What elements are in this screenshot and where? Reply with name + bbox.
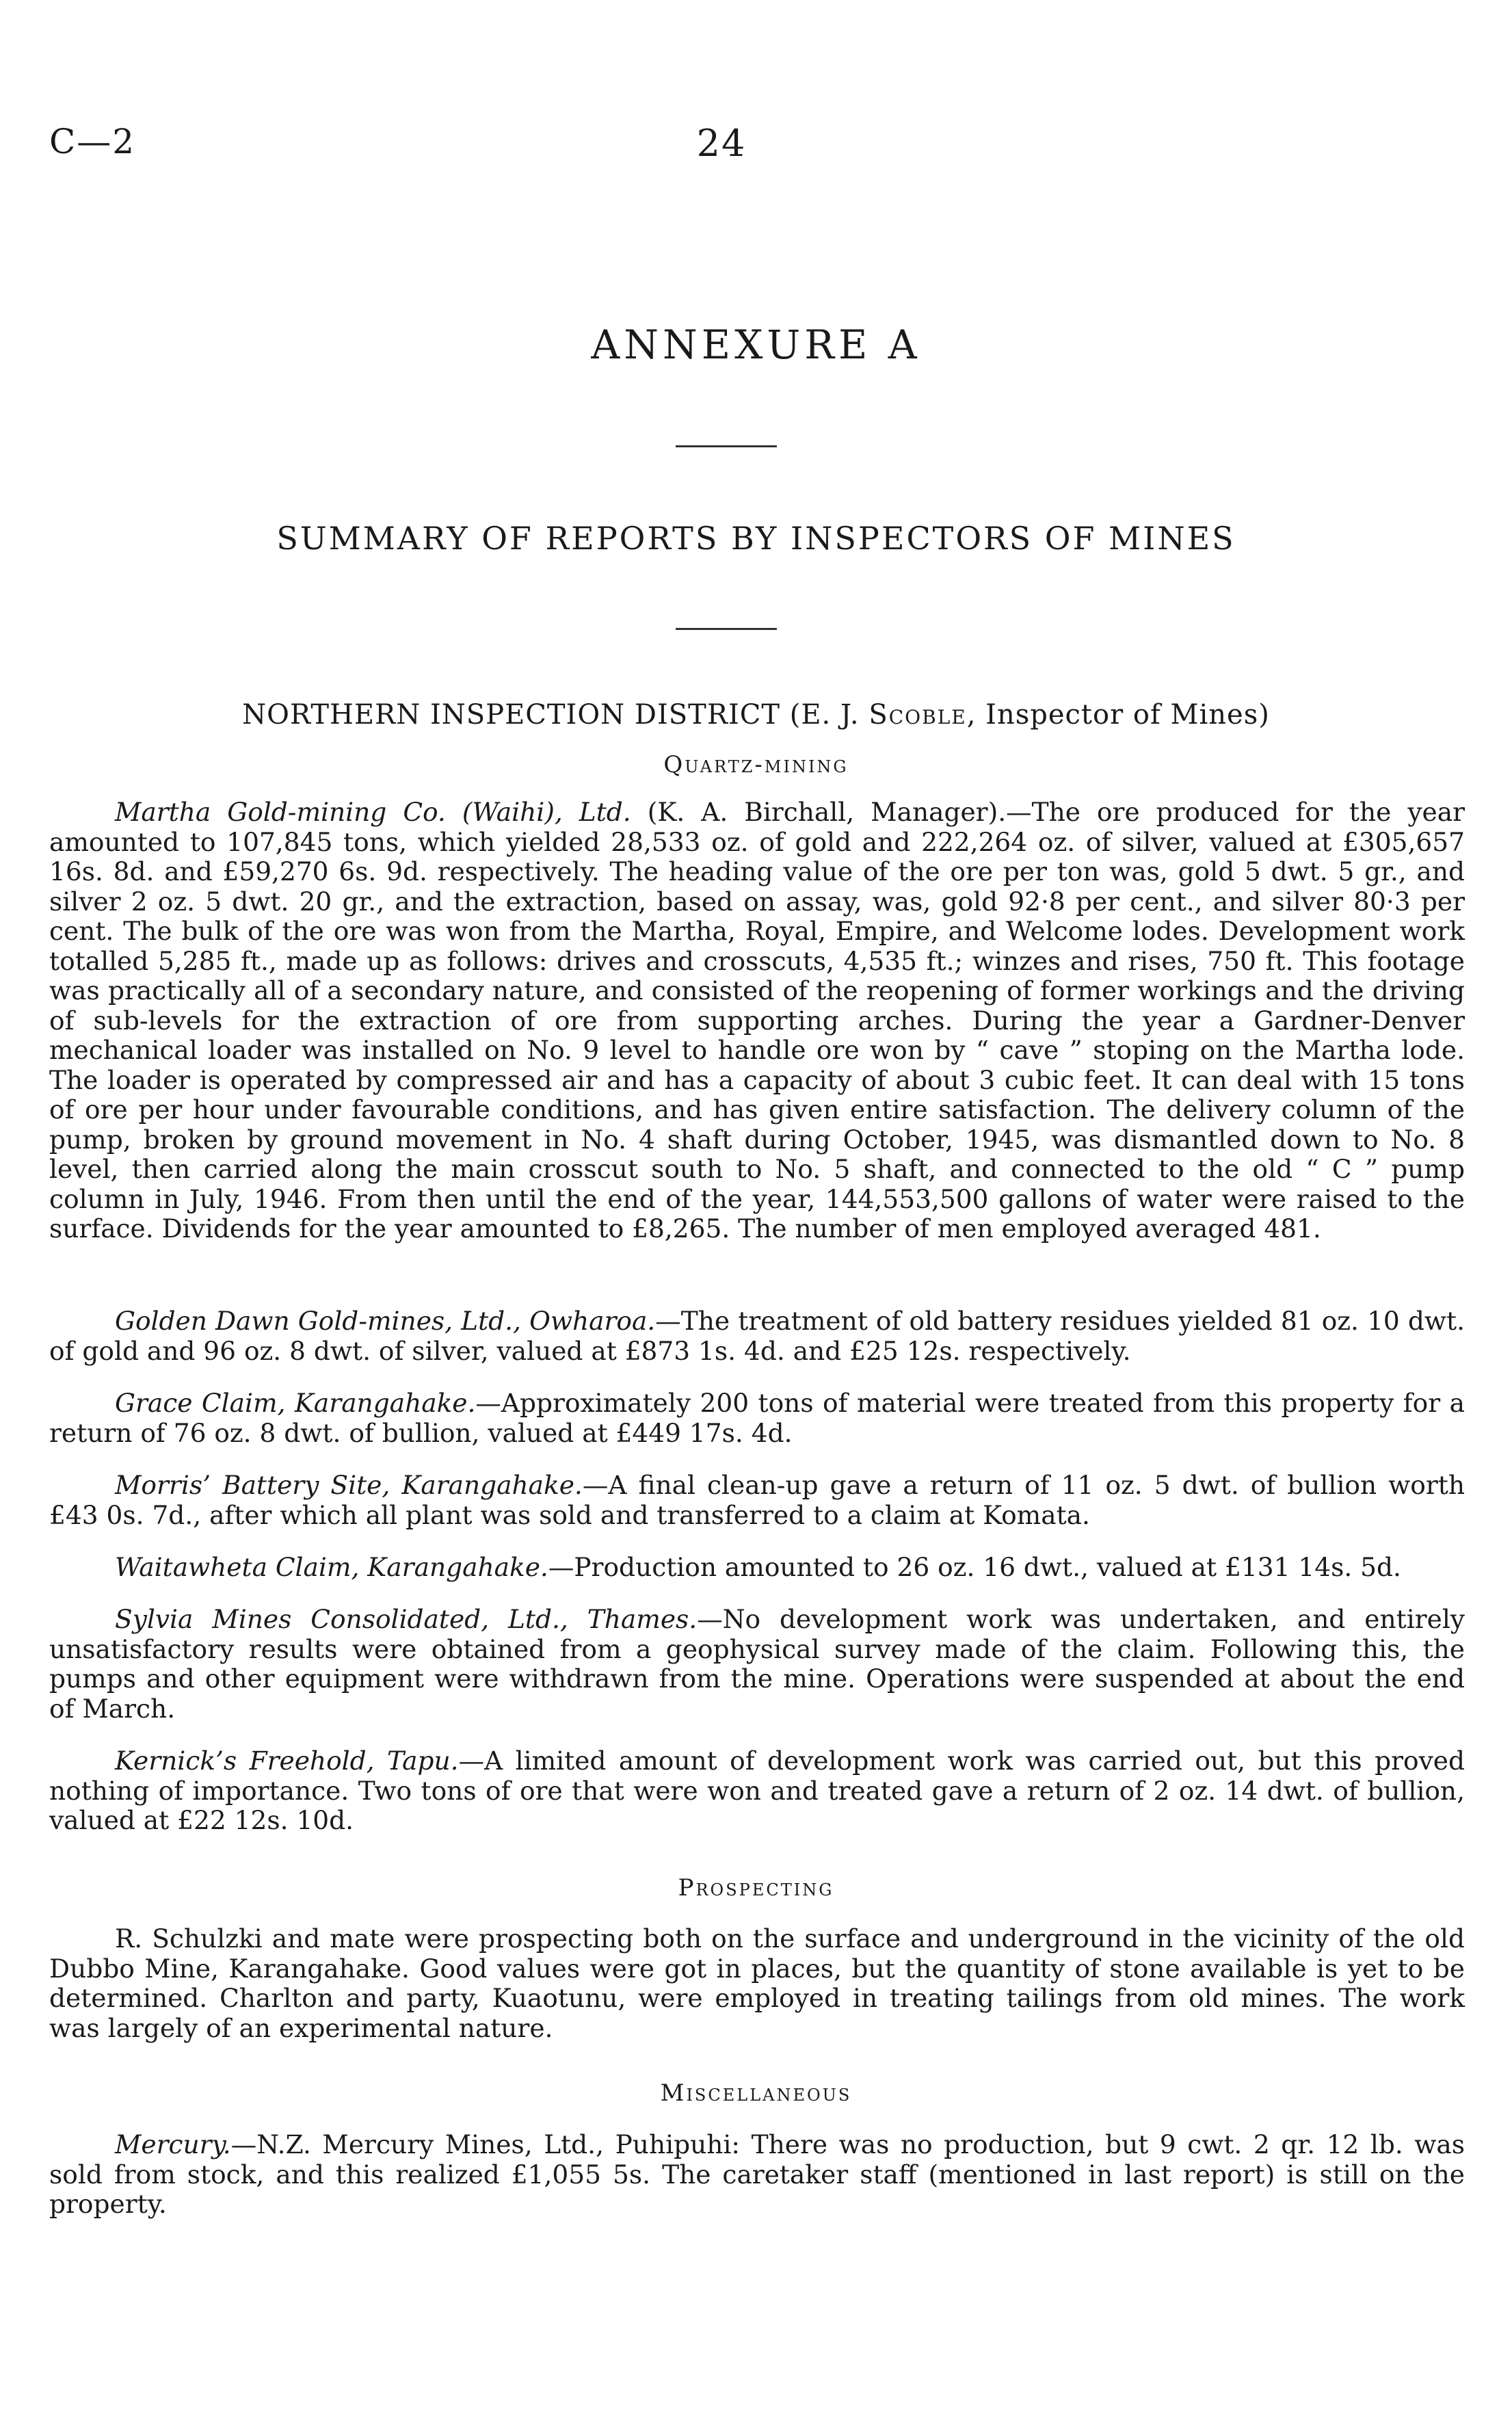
inspector-role: , Inspector of Mines) xyxy=(966,699,1270,731)
paragraph-lead: Kernick’s Freehold, Tapu. xyxy=(115,1746,459,1776)
section-heading-quartz-mining: Quartz-mining xyxy=(663,751,849,778)
district-name: NORTHERN INSPECTION DISTRICT (E. J. xyxy=(242,699,869,731)
divider-rule xyxy=(676,445,777,447)
paragraph-prospecting xyxy=(49,1924,1465,2043)
paragraph-text: (K. A. Birchall, Manager).—The ore produced for the year amounted to 107,845 tons, which yielded 28,533 oz. of gold and 222,264 oz. of silver, valued at £305,657 16s. 8d. and £59,270 6s. 9d. respectively. The heading value of the ore per ton was, gold 5 dwt. 5 gr., and silver 2 oz. 5 dwt. 20 gr., and the extraction, based on assay, was, gold 92·8 per cent., and silver 80·3 per cent. The bulk of the ore was won from the Martha, Royal, Empire, and Welcome lodes. Development work totalled 5,285 ft., made up as follows: drives and crosscuts, 4,535 ft.; winzes and rises, 750 ft. This footage was practically all of a secondary nature, and consisted of the reopening of former workings and the driving of sub-levels for the extraction of ore from supporting arches. During the year a Gardner-Denver mechanical loader was installed on No. 9 level to handle ore won by “ cave ” stoping on the Martha lode. The loader is operated by compressed air and has a capacity of about 3 cubic feet. It can deal with 15 tons of ore per hour under favourable conditions, and has given entire satisfaction. The delivery column of the pump, broken by ground movement in No. 4 shaft during October, 1945, was dismantled down to No. 8 level, then carried along the main crosscut south to No. 5 shaft, and connected to the old “ C ” pump column in July, 1946. From then until the end of the year, 144,553,500 gallons of water were raised to the surface. Dividends for the year amounted to £8,265. The number of men employed averaged 481. xyxy=(49,797,1465,1244)
paragraph-mercury xyxy=(49,2130,1465,2220)
paragraph-morris-battery xyxy=(49,1471,1465,1530)
paragraph-text: —The treatment of old battery residues yielded 81 oz. 10 dwt. of gold and 96 oz. 8 dwt. of silver, valued at £873 1s. 4d. and £25 12s. respectively. xyxy=(49,1306,1465,1366)
paragraph-text: —No development work was undertaken, and entirely unsatisfactory results were obtained from a geophysical survey made of the claim. Following this, the pumps and other equipment were withdrawn from the mine. Operations were suspended at about the end of March. xyxy=(49,1604,1465,1724)
divider-rule xyxy=(676,628,777,630)
page-number: 24 xyxy=(696,122,747,165)
paragraph-martha xyxy=(49,798,1465,1244)
paragraph-text: —Approximately 200 tons of material were treated from this property for a return of 76 oz. 8 dwt. of bullion, valued at £449 17s. 4d. xyxy=(49,1388,1465,1448)
annexure-title: ANNEXURE A xyxy=(591,321,921,368)
paragraph-lead: Waitawheta Claim, Karangahake. xyxy=(115,1552,548,1582)
paragraph-text: —Production amounted to 26 oz. 16 dwt., valued at £131 14s. 5d. xyxy=(548,1552,1401,1582)
paragraph-waitawheta xyxy=(49,1553,1465,1583)
paragraph-text: —A final clean-up gave a return of 11 oz. 5 dwt. of bullion worth £43 0s. 7d., after which all plant was sold and transferred to a claim at Komata. xyxy=(49,1470,1465,1530)
paragraph-kernick xyxy=(49,1746,1465,1836)
paragraph-lead: Martha Gold-mining Co. (Waihi), Ltd. xyxy=(115,797,631,827)
paragraph-grace-claim xyxy=(49,1389,1465,1448)
paragraph-sylvia xyxy=(49,1605,1465,1724)
paragraph-lead: Golden Dawn Gold-mines, Ltd., Owharoa. xyxy=(115,1306,656,1336)
paragraph-lead: Grace Claim, Karangahake. xyxy=(115,1388,476,1418)
paragraph-lead: Mercury. xyxy=(115,2129,231,2159)
paragraph-golden-dawn xyxy=(49,1306,1465,1366)
summary-title: SUMMARY OF REPORTS BY INSPECTORS OF MINES xyxy=(276,520,1236,557)
paragraph-text: —N.Z. Mercury Mines, Ltd., Puhipuhi: There was no production, but 9 cwt. 2 qr. 12 lb. was sold from stock, and this realized £1,055 5s. The caretaker staff (mentioned in last report) is still on the property. xyxy=(49,2129,1465,2219)
section-heading-miscellaneous: Miscellaneous xyxy=(660,2079,852,2107)
inspector-name: Scoble xyxy=(868,699,967,731)
district-heading xyxy=(0,699,1512,731)
paragraph-lead: Sylvia Mines Consolidated, Ltd., Thames. xyxy=(115,1604,698,1634)
section-heading-prospecting: Prospecting xyxy=(678,1874,834,1902)
paragraph-lead: Morris’ Battery Site, Karangahake. xyxy=(115,1470,583,1500)
report-code: C—2 xyxy=(49,122,136,161)
paragraph-text: —A limited amount of development work was carried out, but this proved nothing of importance. Two tons of ore that were won and treated gave a return of 2 oz. 14 dwt. of bullion, valued at £22 12s. 10d. xyxy=(49,1746,1465,1835)
paragraph-text: R. Schulzki and mate were prospecting both on the surface and underground in the vicinity of the old Dubbo Mine, Karangahake. Good values were got in places, but the quantity of stone available is yet to be determined. Charlton and party, Kuaotunu, were employed in treating tailings from old mines. The work was largely of an experimental nature. xyxy=(49,1923,1465,2043)
